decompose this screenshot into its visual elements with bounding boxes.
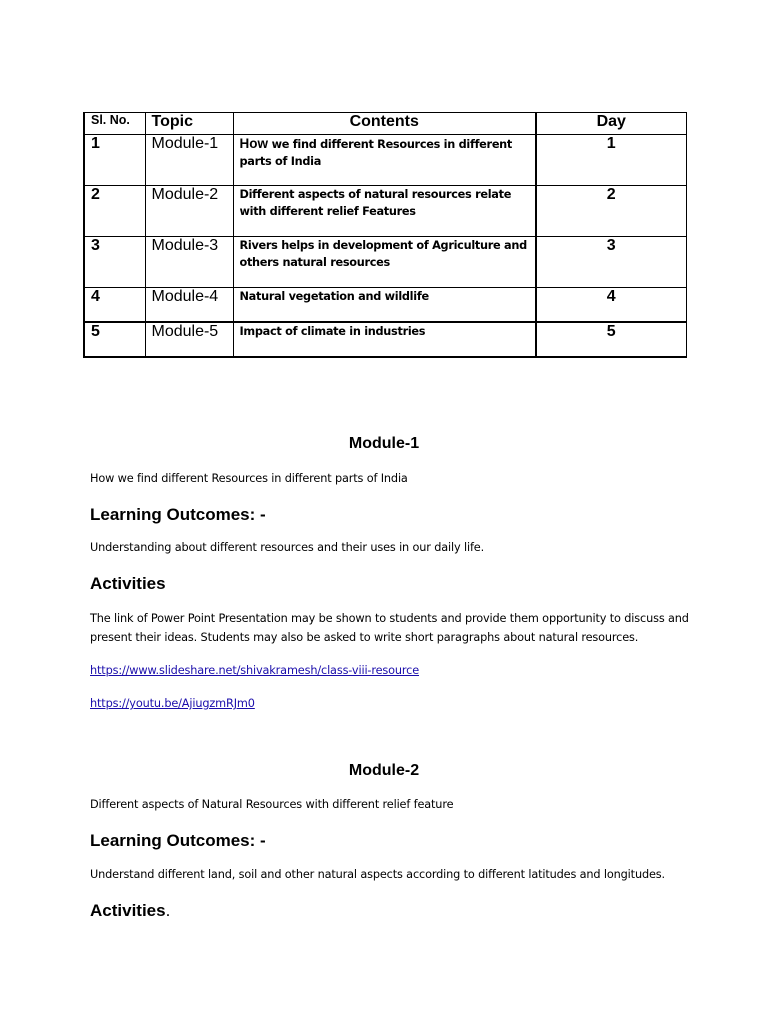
table-row	[84, 322, 686, 357]
table-header-row	[84, 113, 686, 135]
header-sl-no: Sl. No.	[84, 113, 145, 135]
row-sl-no: 5	[84, 322, 145, 357]
row-day: 1	[536, 135, 686, 186]
slideshare-link[interactable]: https://www.slideshare.net/shivakramesh/class-viii-resource	[90, 664, 420, 677]
row-contents: Natural vegetation and wildlife	[233, 288, 536, 323]
row-day: 5	[536, 322, 686, 357]
row-contents-lead: How	[239, 136, 268, 151]
row-sl-no: 1	[84, 135, 145, 186]
row-sl-no: 3	[84, 237, 145, 288]
module2-outcomes-heading: Learning Outcomes: -	[90, 831, 266, 850]
table-row	[84, 135, 686, 186]
module1-activities-text: The link of Power Point Presentation may be shown to students and provide them opportunity to discuss and present their ideas. Students may also be asked to write short paragraphs about natural resources.	[90, 612, 689, 644]
module-schedule-table	[83, 112, 687, 358]
module1-activities-heading: Activities	[90, 574, 166, 593]
row-day: 4	[536, 288, 686, 323]
module2-title: Module-2	[348, 762, 420, 779]
header-day: Day	[536, 113, 686, 135]
row-contents: Rivers helps in development of Agriculture and others natural resources	[233, 237, 536, 288]
header-topic: Topic	[145, 113, 233, 135]
module1-description: How we find different Resources in different parts of India	[90, 472, 408, 485]
row-day: 3	[536, 237, 686, 288]
module2-activities-trail: .	[165, 901, 171, 920]
row-sl-no: 4	[84, 288, 145, 323]
row-topic: Module-2	[145, 186, 233, 237]
row-contents	[233, 135, 536, 186]
module2-description: Different aspects of Natural Resources with different relief feature	[90, 798, 454, 811]
row-topic: Module-5	[145, 322, 233, 357]
table-row	[84, 288, 686, 323]
row-topic: Module-4	[145, 288, 233, 323]
row-sl-no: 2	[84, 186, 145, 237]
module2-outcomes-text: Understand different land, soil and other natural aspects according to different latitudes and longitudes.	[90, 868, 665, 881]
module2-activities-heading	[90, 901, 170, 921]
module1-outcomes-heading: Learning Outcomes: -	[90, 505, 266, 524]
module1-title: Module-1	[348, 435, 420, 452]
row-contents-text: we find different Resources in different parts of India	[239, 138, 513, 168]
row-contents: Impact of climate in industries	[233, 322, 536, 357]
row-day: 2	[536, 186, 686, 237]
table-row	[84, 186, 686, 237]
header-contents: Contents	[233, 113, 536, 135]
row-topic: Module-1	[145, 135, 233, 186]
module2-activities-label: Activities	[90, 901, 166, 920]
row-contents: Different aspects of natural resources relate with different relief Features	[233, 186, 536, 237]
module1-outcomes-text: Understanding about different resources and their uses in our daily life.	[90, 541, 485, 554]
youtube-link[interactable]: https://youtu.be/AjiugzmRJm0	[90, 697, 255, 710]
table-row	[84, 237, 686, 288]
row-topic: Module-3	[145, 237, 233, 288]
